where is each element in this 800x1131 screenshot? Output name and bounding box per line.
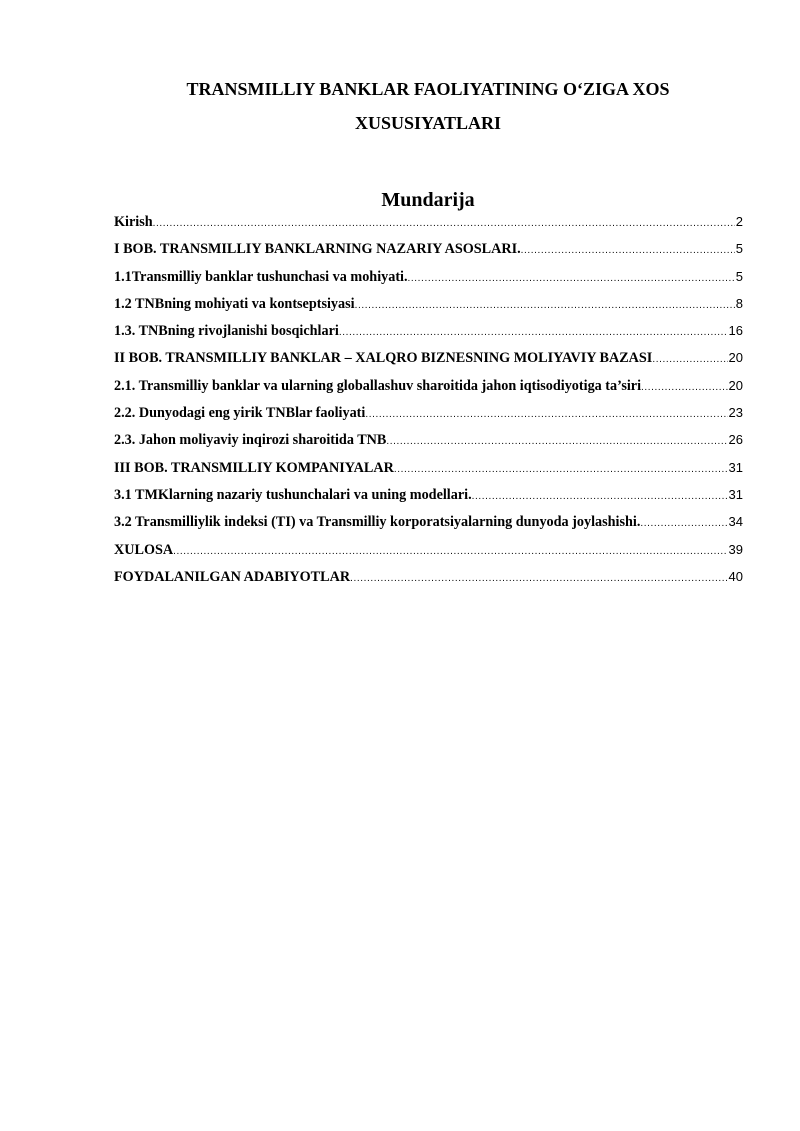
toc-entry-section-2-1[interactable] <box>114 376 743 403</box>
toc-entry-title: 1.2 TNBning mohiyati va kontseptsiyasi <box>114 295 355 312</box>
toc-entry-introduction[interactable] <box>114 212 743 239</box>
toc-entry-title: III BOB. TRANSMILLIY KOMPANIYALAR <box>114 459 394 476</box>
toc-entry-chapter-2[interactable] <box>114 348 743 375</box>
document-title <box>100 72 756 140</box>
toc-entry-chapter-3[interactable] <box>114 458 743 485</box>
toc-dot-leader <box>173 542 727 562</box>
toc-page-number: 16 <box>728 323 743 339</box>
toc-entry-title: FOYDALANILGAN ADABIYOTLAR <box>114 568 351 585</box>
toc-page-number: 31 <box>728 486 743 502</box>
toc-page-number: 39 <box>728 541 743 557</box>
toc-dot-leader <box>153 214 735 234</box>
toc-entry-title: Kirish <box>114 214 153 230</box>
toc-dot-leader <box>350 569 727 589</box>
toc-entry-title: 2.1. Transmilliy banklar va ularning globallashuv sharoitida jahon iqtisodiyotiga ta’siri <box>114 377 642 394</box>
toc-entry-title: XULOSA <box>114 541 174 558</box>
toc-entry-title: 2.2. Dunyodagi eng yirik TNBlar faoliyati <box>114 405 366 422</box>
toc-entry-section-1-2[interactable] <box>114 294 743 321</box>
table-of-contents <box>114 212 743 594</box>
toc-entry-section-3-2[interactable] <box>114 512 743 539</box>
toc-entry-section-3-1[interactable] <box>114 485 743 512</box>
toc-page-number: 2 <box>735 214 743 229</box>
toc-entry-title: I BOB. TRANSMILLIY BANKLARNING NAZARIY ASOSLARI. <box>114 241 521 258</box>
toc-page-number: 8 <box>735 295 743 311</box>
toc-dot-leader <box>521 241 735 261</box>
toc-entry-title: 3.1 TMKlarning nazariy tushunchalari va uning modellari. <box>114 486 472 503</box>
toc-entry-title: 2.3. Jahon moliyaviy inqirozi sharoitida TNB <box>114 432 387 449</box>
toc-dot-leader <box>472 487 728 507</box>
document-title-line-1: TRANSMILLIY BANKLAR FAOLIYATINING O‘ZIGA XOS <box>186 79 670 99</box>
toc-dot-leader <box>365 405 727 425</box>
toc-page-number: 31 <box>728 459 743 475</box>
toc-entry-title: II BOB. TRANSMILLIY BANKLAR – XALQRO BIZNESNING MOLIYAVIY BAZASI <box>114 350 653 367</box>
toc-entry-conclusion[interactable] <box>114 540 743 567</box>
toc-page-number: 20 <box>728 377 743 393</box>
toc-dot-leader <box>641 378 728 398</box>
toc-dot-leader <box>386 432 727 452</box>
toc-dot-leader <box>640 514 727 534</box>
toc-page-number: 20 <box>728 350 743 366</box>
toc-dot-leader <box>339 323 728 343</box>
toc-dot-leader <box>394 460 728 480</box>
toc-page-number: 23 <box>728 405 743 421</box>
toc-page-number: 26 <box>728 432 743 448</box>
toc-entry-section-1-3[interactable] <box>114 321 743 348</box>
toc-entry-bibliography[interactable] <box>114 567 743 594</box>
toc-dot-leader <box>355 296 735 316</box>
toc-page-number: 5 <box>735 268 743 284</box>
toc-entry-section-1-1[interactable] <box>114 267 743 294</box>
toc-heading: Mundarija <box>381 189 475 211</box>
toc-entry-title: 3.2 Transmilliylik indeksi (TI) va Transmilliy korporatsiyalarning dunyoda joylashishi. <box>114 514 641 531</box>
toc-entry-section-2-2[interactable] <box>114 403 743 430</box>
document-title-line-2: XUSUSIYATLARI <box>354 113 502 133</box>
toc-dot-leader <box>652 350 727 370</box>
toc-entry-title: 1.1Transmilliy banklar tushunchasi va mohiyati. <box>114 268 408 285</box>
toc-dot-leader <box>408 269 735 289</box>
toc-entry-chapter-1[interactable] <box>114 239 743 266</box>
toc-entry-section-2-3[interactable] <box>114 430 743 457</box>
toc-page-number: 5 <box>735 241 743 257</box>
toc-page-number: 40 <box>728 568 743 584</box>
toc-page-number: 34 <box>728 514 743 530</box>
toc-entry-title: 1.3. TNBning rivojlanishi bosqichlari <box>114 323 339 340</box>
